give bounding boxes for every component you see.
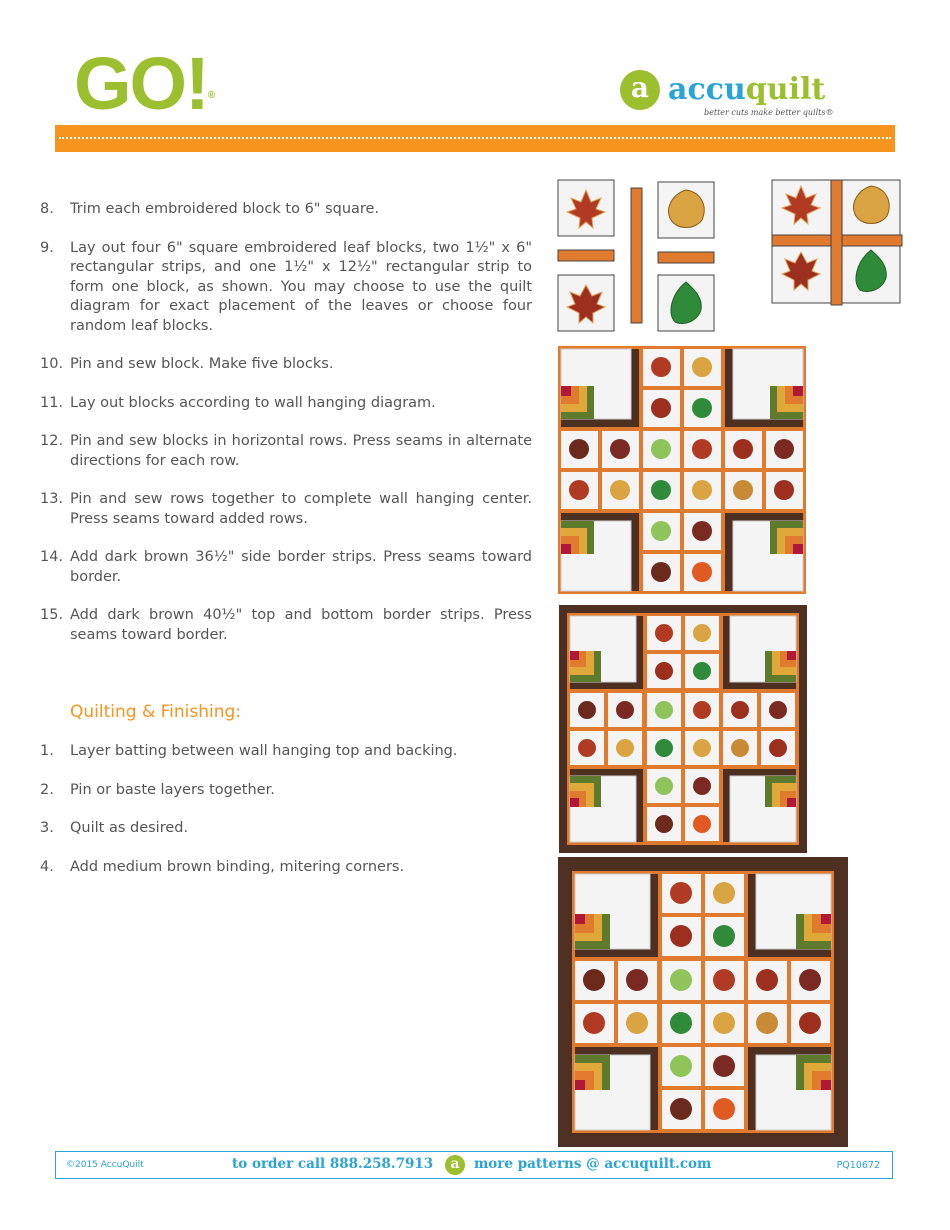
instruction-number: 10. <box>40 356 64 372</box>
long-sash-strip <box>631 188 642 323</box>
registered-mark: ® <box>207 90 214 101</box>
accuquilt-a-icon: a <box>620 70 660 110</box>
short-sash-strip-left <box>558 250 614 261</box>
log-cabin-block <box>725 349 803 427</box>
instruction-text: Pin and sew blocks in horizontal rows. Press seams in alternate directions for each row. <box>70 433 532 469</box>
quilt-side-borders-diagram <box>559 605 807 853</box>
instruction-number: 15. <box>40 607 64 623</box>
finishing-item <box>40 819 532 839</box>
log-cabin-block <box>748 1047 831 1130</box>
instruction-text: Lay out four 6" square embroidered leaf blocks, two 1½" x 6" rectangular strips, and one 1½" x 12½" rectangular strip to form one block, as shown. You may choose to use the quilt diagram for exact placement of the leaves or choose four random leaf blocks. <box>70 239 532 334</box>
finishing-item <box>40 742 532 762</box>
instruction-text: Pin and sew block. Make five blocks. <box>70 356 334 372</box>
accuquilt-logo <box>620 68 890 128</box>
accuquilt-a-icon: a <box>445 1155 465 1175</box>
instruction-item <box>40 432 532 471</box>
go-logo-text: GO! <box>74 42 208 125</box>
instruction-number: 9. <box>40 239 54 256</box>
instruction-item <box>40 490 532 529</box>
log-cabin-block <box>570 616 643 689</box>
finishing-text: Quilt as desired. <box>70 820 189 836</box>
instruction-item <box>40 239 532 337</box>
log-cabin-block <box>748 874 831 957</box>
finishing-text: Layer batting between wall hanging top and backing. <box>70 743 458 759</box>
footer-website-link[interactable]: more patterns @ accuquilt.com <box>474 1156 712 1172</box>
instruction-number: 13. <box>40 491 64 507</box>
log-cabin-block <box>575 874 658 957</box>
quilt-center-diagram <box>558 346 806 594</box>
log-cabin-block <box>723 769 796 842</box>
block-layout-diagram <box>555 178 720 336</box>
instruction-item <box>40 200 532 220</box>
log-cabin-block <box>723 616 796 689</box>
instruction-text: Add dark brown 36½" side border strips. Press seams toward border. <box>70 549 532 585</box>
page-footer <box>55 1151 893 1179</box>
finishing-list <box>40 742 532 896</box>
quilt-finished-diagram <box>558 857 848 1147</box>
instruction-item <box>40 355 532 375</box>
band-stitching <box>59 137 891 139</box>
footer-order-phone: to order call 888.258.7913 <box>232 1156 434 1172</box>
footer-copyright: ©2015 AccuQuilt <box>66 1160 144 1170</box>
instruction-number: 8. <box>40 201 54 217</box>
instruction-number: 11. <box>40 394 64 411</box>
wordmark-accu: accu <box>668 72 746 107</box>
instruction-text: Add dark brown 40½" top and bottom border strips. Press seams toward border. <box>70 607 532 643</box>
accuquilt-tagline: better cuts make better quilts® <box>704 108 834 117</box>
wordmark-quilt: quilt <box>745 72 826 107</box>
short-sash-strip-right <box>658 252 714 263</box>
go-logo <box>74 44 213 124</box>
instruction-list <box>40 200 532 664</box>
instruction-item <box>40 548 532 587</box>
log-cabin-block <box>570 769 643 842</box>
finishing-item <box>40 858 532 878</box>
finishing-number: 2. <box>40 781 54 798</box>
finishing-item <box>40 781 532 801</box>
finishing-text: Add medium brown binding, mitering corners. <box>70 858 405 875</box>
assembled-block-diagram <box>770 178 905 308</box>
accuquilt-wordmark <box>668 70 825 110</box>
instruction-item <box>40 394 532 414</box>
log-cabin-block <box>561 349 639 427</box>
finishing-number: 1. <box>40 743 54 759</box>
log-cabin-block <box>725 513 803 591</box>
instruction-text: Trim each embroidered block to 6" square. <box>70 201 380 217</box>
assembled-vertical-sash <box>831 180 842 305</box>
instruction-number: 12. <box>40 433 64 449</box>
instruction-item <box>40 606 532 645</box>
log-cabin-block <box>575 1047 658 1130</box>
instruction-number: 14. <box>40 549 64 565</box>
finishing-text: Pin or baste layers together. <box>70 781 275 798</box>
instruction-text: Lay out blocks according to wall hanging diagram. <box>70 394 436 411</box>
section-title-quilting: Quilting & Finishing: <box>70 702 242 722</box>
finishing-number: 3. <box>40 820 54 836</box>
finishing-number: 4. <box>40 858 54 875</box>
log-cabin-block <box>561 513 639 591</box>
footer-pattern-code: PQ10672 <box>836 1160 880 1171</box>
instruction-text: Pin and sew rows together to complete wall hanging center. Press seams toward added rows. <box>70 491 532 527</box>
header-band <box>55 125 895 152</box>
